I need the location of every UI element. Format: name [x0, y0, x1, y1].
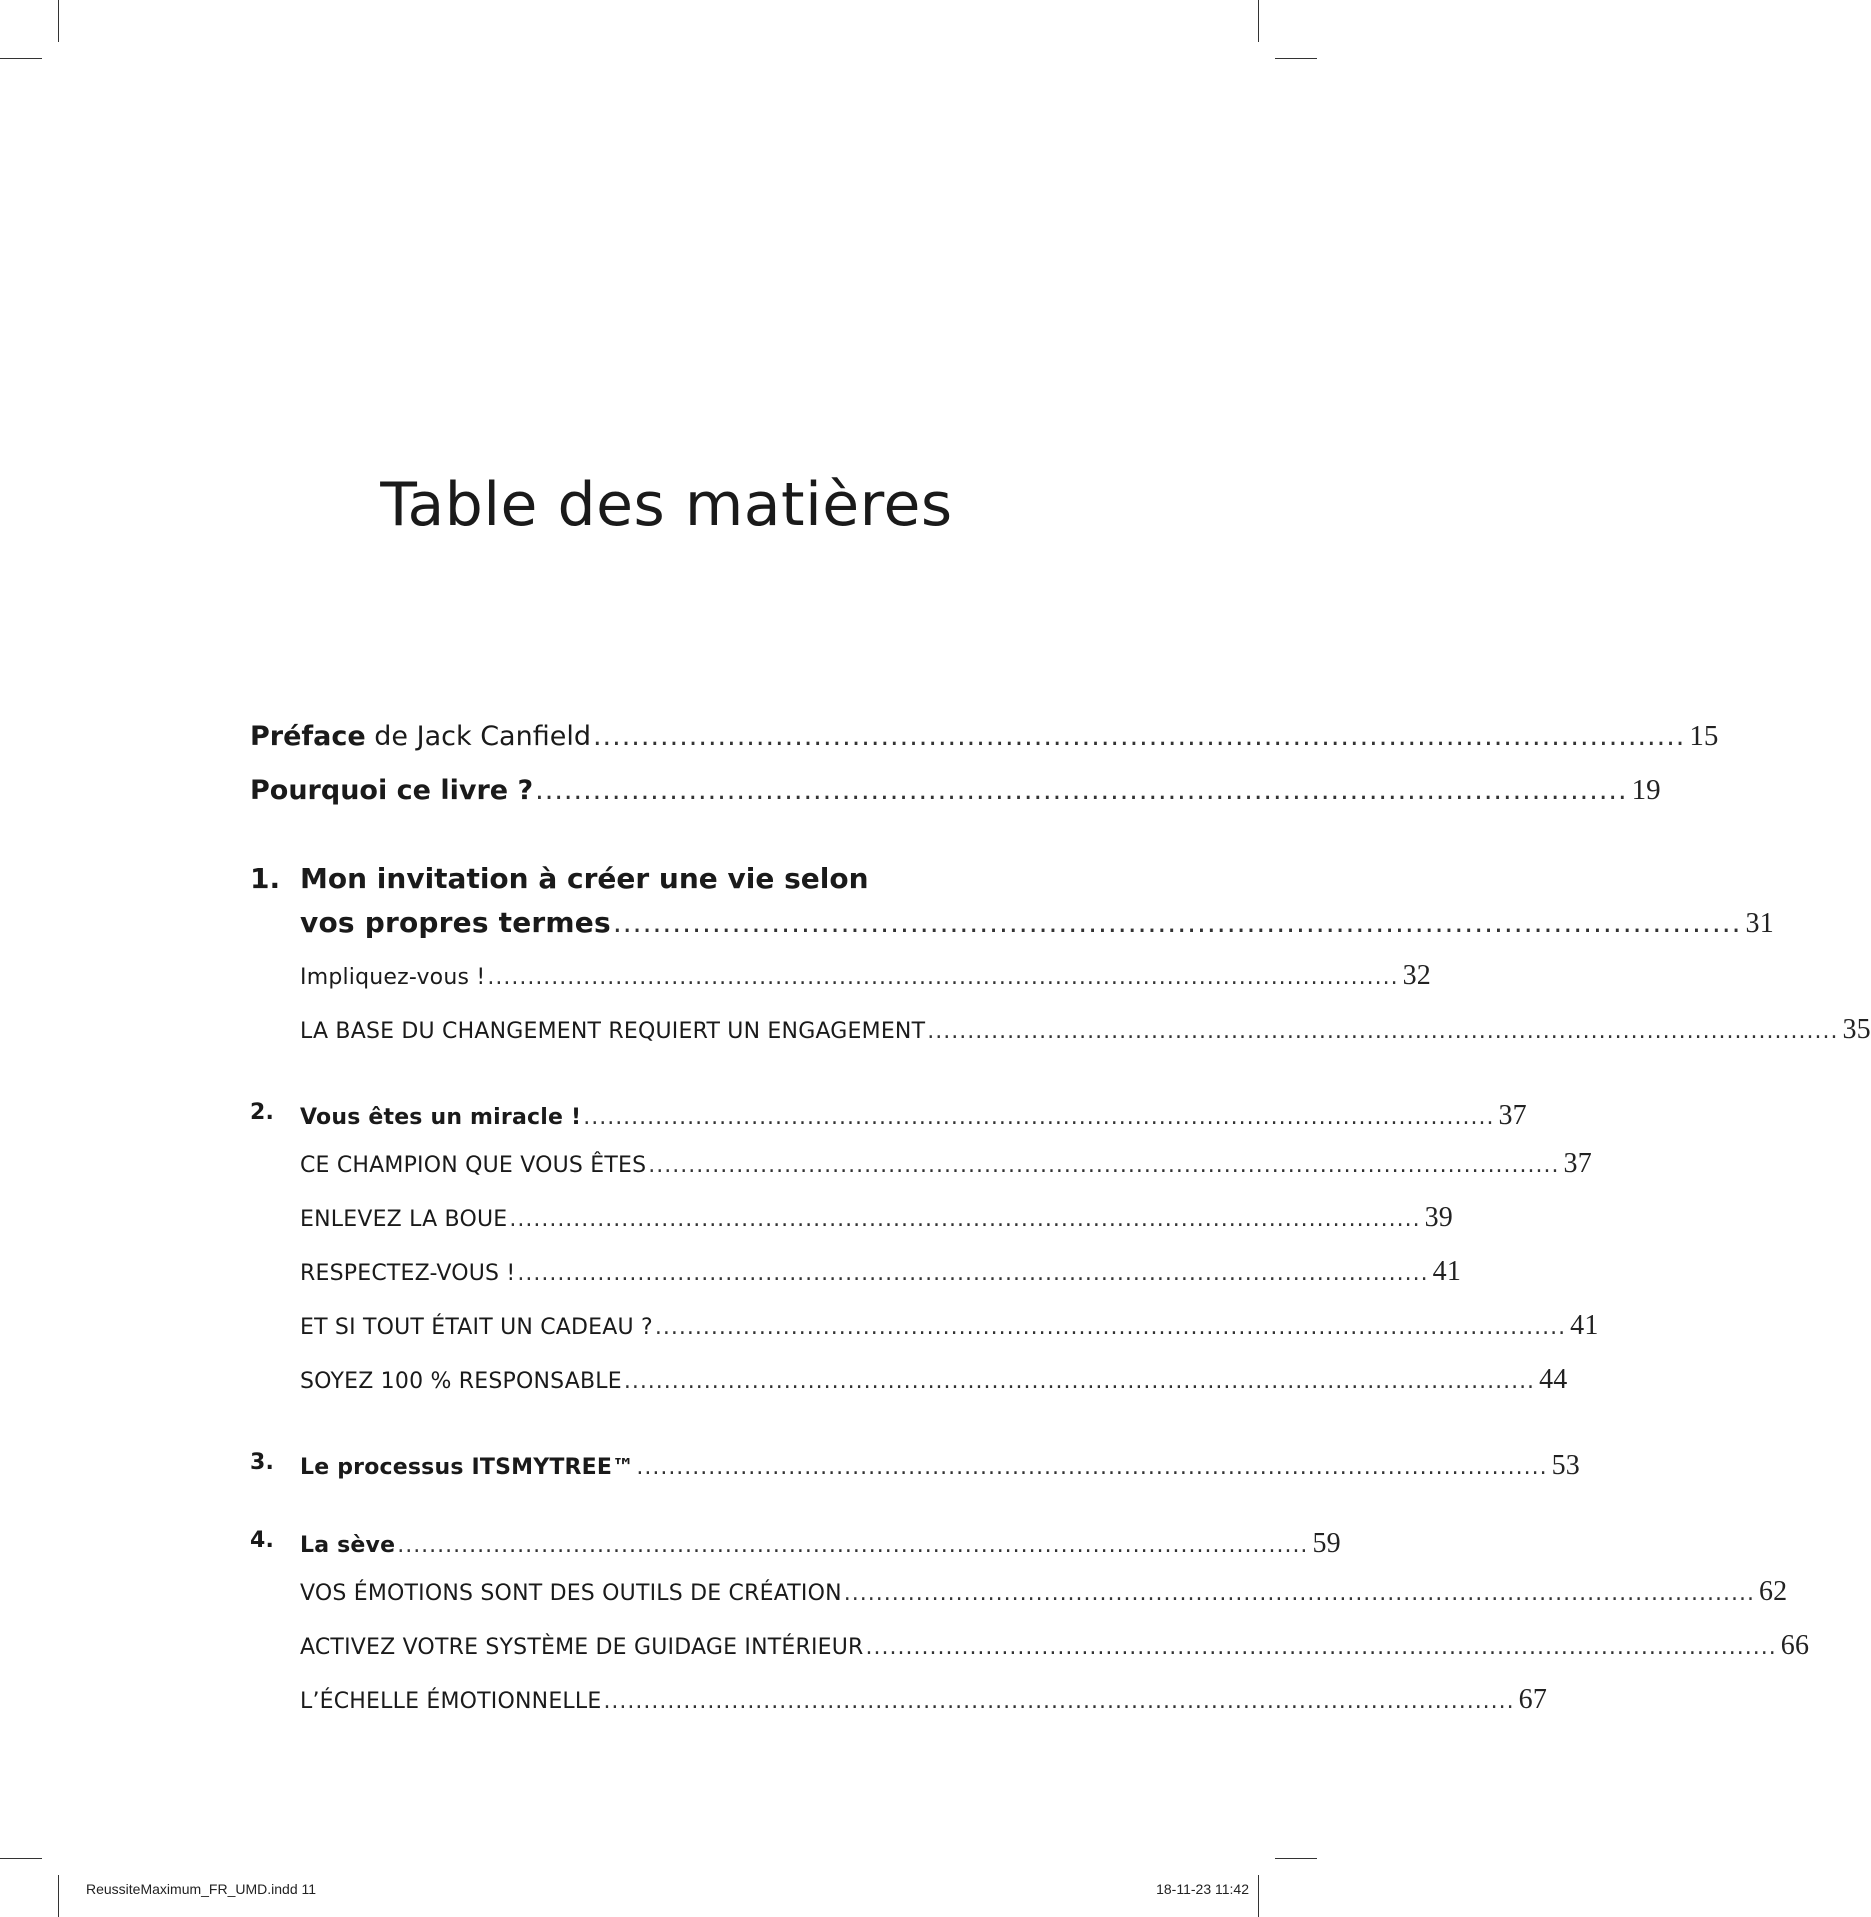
toc-subentry[interactable] — [300, 1148, 1592, 1192]
dot-leader: .................................................................................................................. — [517, 1261, 1429, 1286]
toc-subentry[interactable] — [300, 960, 1431, 1004]
page-number: 35 — [1842, 1014, 1871, 1045]
toc-subentry[interactable] — [300, 1310, 1599, 1354]
toc-entry-chapter-3[interactable] — [250, 1450, 1580, 1494]
page-number: 62 — [1758, 1576, 1788, 1607]
entry-title: vos propres termes — [300, 906, 611, 939]
page-number: 37 — [1563, 1148, 1592, 1179]
toc-subentry[interactable] — [300, 1684, 1548, 1728]
chapter-number: 2. — [250, 1100, 275, 1125]
dot-leader: .................................................................................................................. — [583, 1105, 1495, 1130]
entry-title: ACTIVEZ VOTRE SYSTÈME DE GUIDAGE INTÉRIEUR — [300, 1635, 864, 1660]
toc-entry-pourquoi[interactable] — [250, 774, 1661, 818]
toc-entry-chapter-4[interactable] — [250, 1528, 1341, 1572]
entry-title: LA BASE DU CHANGEMENT REQUIERT UN ENGAGEMENT — [300, 1019, 926, 1044]
page-number: 67 — [1518, 1684, 1548, 1715]
dot-leader: .................................................................................................................. — [397, 1533, 1309, 1558]
dot-leader: .................................................................................................................. — [603, 1689, 1515, 1714]
entry-title: RESPECTEZ-VOUS ! — [300, 1261, 516, 1286]
page-number: 41 — [1432, 1256, 1462, 1287]
toc-entry-preface[interactable] — [250, 720, 1719, 764]
page-number: 44 — [1539, 1364, 1568, 1395]
entry-title: Impliquez-vous ! — [300, 965, 486, 990]
page-number: 66 — [1780, 1630, 1810, 1661]
entry-title: L’ÉCHELLE ÉMOTIONNELLE — [300, 1689, 602, 1714]
chapter-number: 4. — [250, 1528, 275, 1553]
toc-subentry[interactable] — [300, 1256, 1462, 1300]
entry-title: ET SI TOUT ÉTAIT UN CADEAU ? — [300, 1315, 653, 1340]
entry-title: VOS ÉMOTIONS SONT DES OUTILS DE CRÉATION — [300, 1581, 842, 1606]
dot-leader: .................................................................................................................. — [654, 1315, 1567, 1340]
page-number: 37 — [1498, 1100, 1527, 1131]
page-title: Table des matières — [380, 470, 953, 540]
page-number: 39 — [1424, 1202, 1453, 1233]
entry-title: Pourquoi ce livre ? — [250, 775, 534, 806]
toc-subentry[interactable] — [300, 1014, 1871, 1058]
page-number: 59 — [1312, 1528, 1341, 1559]
dot-leader: .................................................................................................................. — [865, 1635, 1777, 1660]
chapter-number: 3. — [250, 1450, 275, 1475]
dot-leader: .................................................................................................................. — [927, 1019, 1839, 1044]
page-number: 15 — [1689, 720, 1719, 752]
entry-title: SOYEZ 100 % RESPONSABLE — [300, 1369, 622, 1394]
footer-date: 18-11-23 11:42 — [1156, 1881, 1249, 1897]
dot-leader: .................................................................................................................. — [487, 965, 1399, 990]
entry-title: Préface — [250, 721, 366, 752]
dot-leader: .................................................................................................................. — [612, 906, 1742, 939]
dot-leader: .................................................................................................................. — [636, 1455, 1548, 1480]
entry-title: La sève — [300, 1533, 396, 1558]
footer-file-info: ReussiteMaximum_FR_UMD.indd 11 — [86, 1881, 317, 1897]
dot-leader: .................................................................................................................. — [843, 1581, 1755, 1606]
page-number: 53 — [1551, 1450, 1580, 1481]
chapter-1-title-line1[interactable]: 1. Mon invitation à créer une vie selon — [250, 862, 869, 895]
dot-leader: .................................................................................................................. — [509, 1207, 1421, 1232]
entry-title: CE CHAMPION QUE VOUS ÊTES — [300, 1153, 647, 1178]
page-number: 32 — [1402, 960, 1431, 991]
dot-leader: .................................................................................................................. — [535, 775, 1628, 806]
toc-subentry[interactable] — [300, 1202, 1453, 1246]
entry-title: Le processus ITSMYTREE™ — [300, 1455, 635, 1480]
page-number: 19 — [1631, 774, 1661, 806]
toc-subentry[interactable] — [300, 1364, 1568, 1408]
page-number: 41 — [1570, 1310, 1599, 1341]
entry-title: ENLEVEZ LA BOUE — [300, 1207, 508, 1232]
toc-entry-chapter-2[interactable] — [250, 1100, 1527, 1144]
entry-author: de Jack Canfield — [365, 721, 591, 752]
dot-leader: .................................................................................................................. — [623, 1369, 1536, 1394]
toc-subentry[interactable] — [300, 1630, 1810, 1674]
chapter-number: 1. — [250, 862, 281, 895]
dot-leader: .................................................................................................................. — [648, 1153, 1560, 1178]
entry-title: Vous êtes un miracle ! — [300, 1105, 582, 1130]
page-number: 31 — [1745, 908, 1774, 939]
toc-entry-chapter-1[interactable] — [300, 906, 1774, 950]
dot-leader: .................................................................................................................. — [592, 721, 1686, 752]
toc-subentry[interactable] — [300, 1576, 1788, 1620]
